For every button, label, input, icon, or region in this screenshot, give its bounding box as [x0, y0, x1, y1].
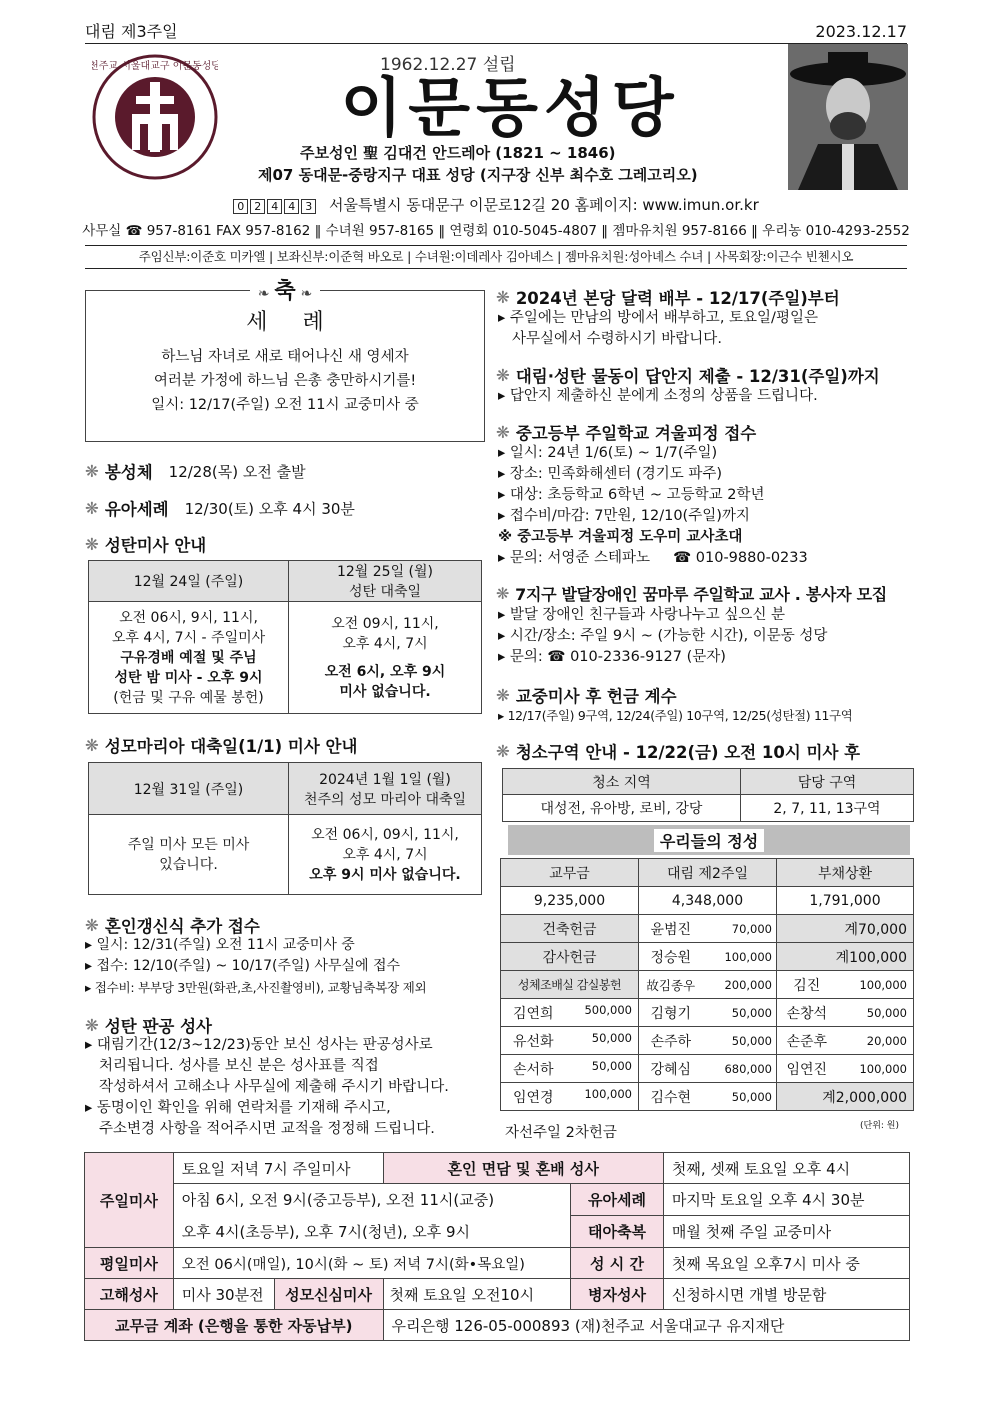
- section-title: 유아세례: [104, 500, 169, 519]
- table-header: 12월 24일 (주일): [89, 561, 289, 602]
- table-cell: 4,348,000: [639, 887, 777, 915]
- donor-amount: 50,000: [703, 1083, 777, 1111]
- snowflake-icon: ❋: [85, 1015, 99, 1035]
- table-header: [289, 561, 482, 602]
- cell-line: (헌금 및 구유 예물 봉헌): [113, 689, 264, 706]
- donor-amount: 50,000: [591, 1030, 632, 1045]
- list-item: ▸ 동명이인 확인을 위해 연락처를 기재해 주시고,: [85, 1100, 391, 1116]
- leaf-ornament-icon: ❧: [295, 286, 313, 302]
- section-bong: [85, 459, 306, 483]
- item-text: 접수비/마감: 7만원, 12/10(주일)까지: [509, 508, 750, 524]
- schedule-cell: 첫째 토요일 오전10시: [383, 1279, 571, 1310]
- saint-portrait: [788, 44, 908, 190]
- zip-box: 0: [233, 199, 248, 214]
- donor-amount: 100,000: [837, 971, 914, 999]
- schedule-label: 평일미사: [85, 1248, 174, 1279]
- founded-date: 1962.12.27 설립: [380, 55, 516, 75]
- item-text: 사무실에서 수령하시기 바랍니다.: [512, 331, 722, 347]
- list-item: ▸ 장소: 민족화해센터 (경기도 파주): [498, 466, 723, 482]
- zip-box: 2: [250, 199, 265, 214]
- cell-line: 구유경배 예절 및 주님: [120, 649, 257, 666]
- table-cell: 대성전, 유아방, 로비, 강당: [503, 795, 741, 822]
- section-title: 성탄 판공 성사: [104, 1017, 212, 1036]
- donor-name: 손창석: [777, 999, 837, 1027]
- table-cell: 윤범진: [639, 915, 703, 943]
- item-text: 주소변경 사항을 적어주시면 교적을 정정해 드립니다.: [99, 1121, 435, 1137]
- table-cell: [501, 1027, 639, 1055]
- list-item: ▸ 대상: 초등학교 6학년 ~ 고등학교 2학년: [498, 487, 765, 503]
- table-header: [289, 763, 482, 815]
- schedule-label: 병자성사: [571, 1279, 664, 1310]
- section-text: 12/30(토) 오후 4시 30분: [184, 499, 355, 518]
- table-cell: [89, 602, 289, 714]
- celebrate-label: [250, 279, 320, 304]
- item-text: 문의: 서영준 스테파노 ☎ 010-9880-0233: [509, 550, 808, 566]
- table-header: 12월 31일 (주일): [89, 763, 289, 815]
- list-item: ▸ 답안지 제출하신 분에게 소정의 상품을 드립니다.: [498, 388, 818, 404]
- table-cell: 계100,000: [777, 943, 914, 971]
- schedule-label: 주일미사: [85, 1153, 174, 1248]
- snowflake-icon: ❋: [496, 422, 510, 442]
- cell-line: 있습니다.: [159, 856, 218, 873]
- item-text: 대상: 초등학교 6학년 ~ 고등학교 2학년: [509, 487, 765, 503]
- camp-list: [498, 443, 808, 569]
- donor-name: 유선화: [513, 1033, 554, 1050]
- section-title: 교중미사 후 헌금 계수: [515, 687, 677, 706]
- item-text: 동명이인 확인을 위해 연락처를 기재해 주시고,: [96, 1100, 391, 1116]
- parish-logo: [92, 54, 218, 180]
- schedule-label: 교무금 계좌 (은행을 통한 자동납부): [85, 1310, 384, 1341]
- list-item: ▸ 접수: 12/10(주일) ~ 10/17(주일) 사무실에 접수: [85, 958, 401, 974]
- donor-amount: 50,000: [837, 999, 914, 1027]
- table-header: 부채상환: [777, 859, 914, 887]
- item-text: 처리됩니다. 성사를 보신 분은 성사표를 직접: [99, 1058, 379, 1074]
- zip-box: 4: [284, 199, 299, 214]
- section-title: 청소구역 안내 - 12/22(금) 오전 10시 미사 후: [515, 743, 861, 762]
- zip-box: 4: [267, 199, 282, 214]
- schedule-cell: 아침 6시, 오전 9시(중고등부), 오전 11시(교중): [173, 1184, 570, 1216]
- logo-text: 천주교 서울대교구 이문동성당: [92, 61, 218, 72]
- item-text: 접수비: 부부당 3만원(화관,초,사진촬영비), 교황님축복장 제외: [94, 980, 427, 995]
- donor-name: 임연진: [777, 1055, 837, 1083]
- item-text: 발달 장애인 친구들과 사랑나누고 싶으신 분: [509, 607, 786, 623]
- list-item: ▸ 문의: 서영준 스테파노 ☎ 010-9880-0233: [498, 550, 808, 566]
- table-cell: 정승원: [639, 943, 703, 971]
- item-text: 일시: 12/31(주일) 오전 11시 교중미사 중: [96, 937, 355, 953]
- donor-name: 임연경: [513, 1089, 554, 1106]
- mary-mass-table: [88, 762, 482, 895]
- section-marriage: [85, 913, 260, 937]
- schedule-label: 태아축복: [571, 1216, 664, 1248]
- count-list: [498, 705, 852, 726]
- section-infant: [85, 496, 355, 520]
- quiz-list: [498, 386, 818, 407]
- donor-name: 김진: [777, 971, 837, 999]
- snowflake-icon: ❋: [496, 365, 510, 385]
- disabled-list: [498, 605, 827, 668]
- cleaning-table: [502, 768, 914, 822]
- snowflake-icon: ❋: [496, 741, 510, 761]
- donor-amount: 50,000: [703, 999, 777, 1027]
- donor-amount: 50,000: [591, 1058, 632, 1073]
- donor-name: 강혜심: [639, 1055, 703, 1083]
- section-penance: [85, 1013, 212, 1037]
- item-text: 접수: 12/10(주일) ~ 10/17(주일) 사무실에 접수: [96, 958, 401, 974]
- section-cleaning: [496, 739, 860, 763]
- donor-name: 손준후: [777, 1027, 837, 1055]
- section-title: 봉성체: [104, 463, 153, 482]
- table-cell: 9,235,000: [501, 887, 639, 915]
- list-item: ▸ 접수비: 부부당 3만원(화관,초,사진촬영비), 교황님축복장 제외: [85, 980, 427, 995]
- table-cell: [501, 1083, 639, 1111]
- schedule-label: 성 시 간: [571, 1248, 664, 1279]
- donor-name: 김형기: [639, 999, 703, 1027]
- marriage-list: [85, 935, 493, 998]
- item-text: 12/17(주일) 9구역, 12/24(주일) 10구역, 12/25(성탄절) 11구역: [507, 708, 853, 723]
- section-title: 성탄미사 안내: [104, 536, 207, 555]
- table-cell: 1,791,000: [777, 887, 914, 915]
- penance-list: [85, 1035, 505, 1140]
- section-disabled: [496, 582, 887, 605]
- cell-line: 오후 4시, 7시 - 주일미사: [111, 629, 266, 646]
- donor-amount: 680,000: [703, 1055, 777, 1083]
- cell-line: 오전 6시, 오후 9시: [324, 663, 446, 680]
- header-line: 2024년 1월 1일 (월): [319, 771, 451, 788]
- cell-line: 오후 4시, 7시: [342, 635, 428, 652]
- zip-box: 3: [301, 199, 316, 214]
- section-title: 중고등부 주일학교 겨울피정 접수: [515, 424, 757, 443]
- table-header: 대림 제2주일: [639, 859, 777, 887]
- schedule-label: 혼인 면담 및 혼배 성사: [383, 1153, 663, 1184]
- cell-line: 성탄 밤 미사 - 오후 9시: [114, 669, 263, 686]
- baptism-line: 일시: 12/17(주일) 오전 11시 교중미사 중: [151, 397, 419, 413]
- list-item: ▸ 일시: 24년 1/6(토) ~ 1/7(주일): [498, 445, 718, 461]
- schedule-cell: 첫째 목요일 오후7시 미사 중: [663, 1248, 909, 1279]
- table-cell: 건축헌금: [501, 915, 639, 943]
- cell-line: 오후 4시, 7시: [342, 846, 428, 863]
- donor-name: 김연희: [513, 1005, 554, 1022]
- item-text: ※ 중고등부 겨울피정 도우미 교사초대: [498, 529, 743, 545]
- item-text: 작성하셔서 고해소나 사무실에 제출해 주시기 바랍니다.: [99, 1079, 449, 1095]
- schedule-cell: 미사 30분전: [173, 1279, 274, 1310]
- cell-line: 오전 06시, 09시, 11시,: [311, 826, 459, 843]
- contact-phones: 사무실 ☎ 957-8161 FAX 957-8162 ‖ 수녀원 957-8165 ‖ 연령회 010-5045-4807 ‖ 젬마유치원 957-8166 ‖ 우리농 010-4293-2552: [82, 223, 910, 239]
- item-text: 일시: 24년 1/6(토) ~ 1/7(주일): [509, 445, 718, 461]
- cell-line: 오전 06시, 9시, 11시,: [119, 609, 258, 626]
- snowflake-icon: ❋: [85, 534, 99, 554]
- unit-note: (단위: 원): [860, 1121, 899, 1131]
- address-line: [0, 194, 992, 215]
- christmas-mass-table: [88, 560, 482, 714]
- item-text: 주일에는 만남의 방에서 배부하고, 토요일/평일은: [509, 310, 818, 326]
- section-title: 7지구 발달장애인 꿈마루 주일학교 교사 . 봉사자 모집: [515, 585, 887, 604]
- mass-schedule-table: [84, 1152, 910, 1341]
- schedule-cell: 토요일 저녁 7시 주일미사: [173, 1153, 383, 1184]
- calendar-list: [498, 308, 818, 350]
- baptism-notice: [85, 279, 485, 442]
- banner-text: 우리들의 정성: [654, 829, 764, 852]
- snowflake-icon: ❋: [85, 915, 99, 935]
- schedule-cell: 오후 4시(초등부), 오후 7시(청년), 오후 9시: [173, 1216, 570, 1248]
- cell-line: 오후 9시 미사 없습니다.: [309, 866, 461, 883]
- snowflake-icon: ❋: [496, 287, 510, 307]
- table-cell: 계2,000,000: [777, 1083, 914, 1111]
- schedule-label: 성모신심미사: [274, 1279, 383, 1310]
- list-item: ▸ 문의: ☎ 010-2336-9127 (문자): [498, 649, 726, 665]
- table-cell: [289, 602, 482, 714]
- schedule-cell: 매월 첫째 주일 교중미사: [663, 1216, 909, 1248]
- table-cell: 100,000: [703, 943, 777, 971]
- cell-line: 주일 미사 모든 미사: [127, 836, 250, 853]
- baptism-line: 여러분 가정에 하느님 은총 충만하시기를!: [153, 373, 417, 389]
- schedule-cell: 오전 06시(매일), 10시(화 ~ 토) 저녁 7시(화•목요일): [173, 1248, 570, 1279]
- list-item: ▸ 대림기간(12/3~12/23)동안 보신 성사는 판공성사로: [85, 1037, 433, 1053]
- table-cell: 70,000: [703, 915, 777, 943]
- cell-line: 오전 09시, 11시,: [331, 615, 439, 632]
- list-item: ▸ 접수비/마감: 7만원, 12/10(주일)까지: [498, 508, 750, 524]
- section-title: 성모마리아 대축일(1/1) 미사 안내: [104, 737, 358, 756]
- list-item: ▸ 발달 장애인 친구들과 사랑나누고 싶으신 분: [498, 607, 786, 623]
- list-item: ▸ 12/17(주일) 9구역, 12/24(주일) 10구역, 12/25(성탄절) 11구역: [498, 708, 853, 723]
- item-text: 시간/장소: 주일 9시 ~ (가능한 시간), 이문동 성당: [509, 628, 828, 644]
- donor-name: 김수현: [639, 1083, 703, 1111]
- item-text: 대림기간(12/3~12/23)동안 보신 성사는 판공성사로: [96, 1037, 433, 1053]
- celebrate-text: 축: [274, 279, 296, 304]
- offering-table: [500, 858, 914, 1111]
- table-header: 담당 구역: [741, 769, 914, 795]
- section-camp: [496, 420, 756, 444]
- donor-name: 故김종우: [639, 971, 703, 999]
- table-cell: [501, 1055, 639, 1083]
- staff-list: 주임신부:이준호 미카엘 | 보좌신부:이준혁 바오로 | 수녀원:이데레사 김아녜스 | 젬마유치원:성아녜스 수녀 | 사목회장:이근수 빈첸시오: [85, 245, 907, 269]
- list-item: ▸ 시간/장소: 주일 9시 ~ (가능한 시간), 이문동 성당: [498, 628, 828, 644]
- district-info: 제07 동대문-중랑지구 대표 성당 (지구장 신부 최수호 그레고리오): [258, 166, 698, 184]
- section-title: 혼인갱신식 추가 접수: [104, 917, 260, 936]
- table-cell: [289, 815, 482, 895]
- leaf-ornament-icon: ❧: [257, 286, 275, 302]
- donor-name: 손주하: [639, 1027, 703, 1055]
- schedule-cell: 신청하시면 개별 방문함: [663, 1279, 909, 1310]
- section-text: 12/28(목) 오전 출발: [168, 462, 306, 481]
- snowflake-icon: ❋: [85, 498, 99, 518]
- donor-name: 손서하: [513, 1061, 554, 1078]
- donor-amount: 100,000: [837, 1055, 914, 1083]
- snowflake-icon: ❋: [85, 735, 99, 755]
- baptism-title: 세 례: [246, 310, 324, 335]
- liturgical-season: 대림 제3주일: [85, 22, 178, 41]
- item-text: 답안지 제출하신 분에게 소정의 상품을 드립니다.: [509, 388, 818, 404]
- schedule-cell: 우리은행 126-05-000893 (재)천주교 서울대교구 유지재단: [383, 1310, 909, 1341]
- snowflake-icon: ❋: [496, 584, 510, 603]
- table-cell: 감사헌금: [501, 943, 639, 971]
- schedule-cell: 마지막 토요일 오후 4시 30분: [663, 1184, 909, 1216]
- bulletin-date: 2023.12.17: [815, 22, 907, 41]
- snowflake-icon: ❋: [85, 461, 99, 481]
- donor-amount: 100,000: [584, 1086, 632, 1101]
- offering-banner: [508, 825, 910, 855]
- address-text: 서울특별시 동대문구 이문로12길 20 홈페이지: www.imun.or.kr: [329, 196, 759, 214]
- donor-amount: 500,000: [584, 1002, 632, 1017]
- list-item: ▸ 주일에는 만남의 방에서 배부하고, 토요일/평일은: [498, 310, 818, 326]
- baptism-line: 하느님 자녀로 새로 태어나신 새 영세자: [161, 349, 409, 365]
- table-cell: 성체조배실 감실봉헌: [501, 971, 639, 999]
- patron-saint: 주보성인 聖 김대건 안드레아 (1821 ~ 1846): [300, 144, 616, 162]
- cell-line: 미사 없습니다.: [339, 683, 431, 700]
- header-line: 12월 25일 (월): [336, 564, 434, 580]
- list-item: ▸ 일시: 12/31(주일) 오전 11시 교중미사 중: [85, 937, 355, 953]
- section-mary: [85, 733, 357, 757]
- donor-amount: 200,000: [703, 971, 777, 999]
- table-cell: [89, 815, 289, 895]
- table-cell: 계70,000: [777, 915, 914, 943]
- snowflake-icon: ❋: [496, 685, 510, 705]
- schedule-label: 고해성사: [85, 1279, 174, 1310]
- table-cell: 2, 7, 11, 13구역: [741, 795, 914, 822]
- parish-title: 이문동성당: [340, 72, 680, 146]
- header-bar: [85, 22, 907, 44]
- section-quiz: [496, 363, 880, 387]
- table-header: 교무금: [501, 859, 639, 887]
- schedule-label: 유아세례: [571, 1184, 664, 1216]
- table-header: 청소 지역: [503, 769, 741, 795]
- section-title: 2024년 본당 달력 배부 - 12/17(주일)부터: [515, 289, 840, 308]
- section-count: [496, 683, 677, 707]
- header-line: 성탄 대축일: [348, 584, 422, 600]
- header-line: 천주의 성모 마리아 대축일: [303, 791, 467, 808]
- item-text: 장소: 민족화해센터 (경기도 파주): [509, 466, 723, 482]
- item-text: 문의: ☎ 010-2336-9127 (문자): [509, 649, 726, 665]
- section-calendar: [496, 285, 840, 309]
- donor-amount: 20,000: [837, 1027, 914, 1055]
- table-cell: [501, 999, 639, 1027]
- section-title: 대림·성탄 물동이 답안지 제출 - 12/31(주일)까지: [515, 367, 880, 386]
- schedule-cell: 첫째, 셋째 토요일 오후 4시: [663, 1153, 909, 1184]
- section-christmas: [85, 532, 206, 556]
- donor-amount: 50,000: [703, 1027, 777, 1055]
- second-collection: 자선주일 2차헌금: [505, 1125, 617, 1141]
